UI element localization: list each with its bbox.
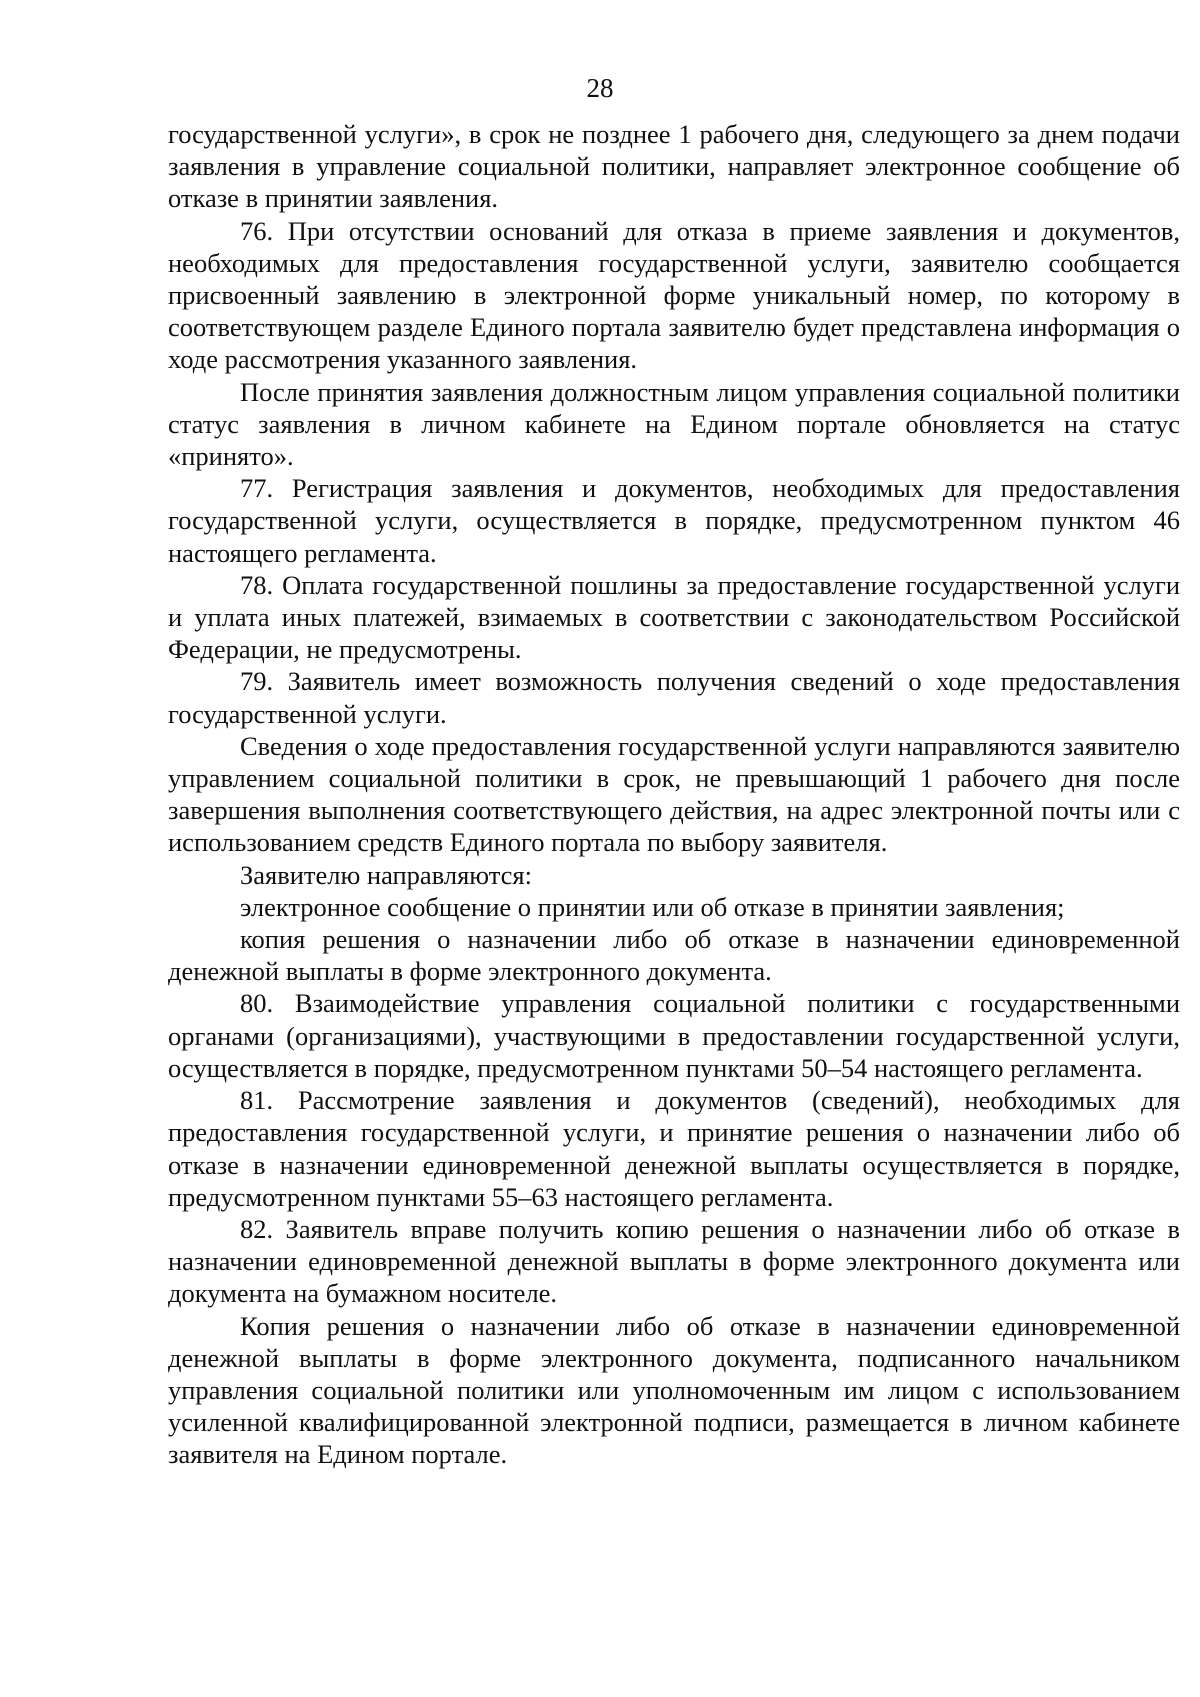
paragraph-continuation: государственной услуги», в срок не позднее 1 рабочего дня, следующего за днем подачи заявления в управление социальной политики, направляет электронное сообщение об отказе в принятии заявления. — [168, 119, 1180, 214]
paragraph-82: 82. Заявитель вправе получить копию решения о назначении либо об отказе в назначении единовременной денежной выплаты в форме электронного документа или документа на бумажном носителе. — [168, 1213, 1180, 1309]
paragraph-79-sent-intro: Заявителю направляются: — [240, 859, 532, 890]
paragraph-81: 81. Рассмотрение заявления и документов (сведений), необходимых для предоставления государственной услуги, и принятие решения о назначении либо об отказе в назначении единовременной денежной выплаты осуществляется в порядке, предусмотренном пунктами 55–63 настоящего регламента. — [168, 1085, 1180, 1212]
document-body — [168, 118, 1180, 1471]
paragraph-80: 80. Взаимодействие управления социальной политики с государственными органами (организациями), участвующими в предоставлении государственной услуги, осуществляется в порядке, предусмотренном пунктами 50–54 настоящего регламента. — [168, 988, 1180, 1083]
paragraph-79-sent-item-1: электронное сообщение о принятии или об отказе в принятии заявления; — [240, 891, 1065, 922]
paragraph-76-status: После принятия заявления должностным лицом управления социальной политики статус заявления в личном кабинете на Едином портале обновляется на статус «принято». — [168, 376, 1180, 472]
paragraph-77: 77. Регистрация заявления и документов, необходимых для предоставления государственной услуги, осуществляется в порядке, предусмотренном пунктом 46 настоящего регламента. — [168, 473, 1180, 568]
paragraph-79: 79. Заявитель имеет возможность получения сведений о ходе предоставления государственной услуги. — [168, 666, 1180, 729]
paragraph-78: 78. Оплата государственной пошлины за предоставление государственной услуги и уплата иных платежей, взимаемых в соответствии с законодательством Российской Федерации, не предусмотрены. — [168, 569, 1180, 665]
page-number: 28 — [586, 73, 614, 103]
paragraph-76: 76. При отсутствии оснований для отказа в приеме заявления и документов, необходимых для предоставления государственной услуги, заявителю сообщается присвоенный заявлению в электронной форме уникальный номер, по которому в соответствующем разделе Единого портала заявителю будет представлена информация о ходе рассмотрения указанного заявления. — [168, 215, 1180, 375]
paragraph-79-info: Сведения о ходе предоставления государственной услуги направляются заявителю управлением социальной политики в срок, не превышающий 1 рабочего дня после завершения выполнения соответствующего действия, на адрес электронной почты или с использованием средств Единого портала по выбору заявителя. — [168, 730, 1180, 858]
paragraph-82-copy: Копия решения о назначении либо об отказе в назначении единовременной денежной выплаты в форме электронного документа, подписанного начальником управления социальной политики или уполномоченным им лицом с использованием усиленной квалифицированной электронной подписи, размещается в личном кабинете заявителя на Едином портале. — [168, 1310, 1180, 1470]
paragraph-79-sent-item-2: копия решения о назначении либо об отказе в назначении единовременной денежной выплаты в форме электронного документа. — [168, 924, 1180, 987]
